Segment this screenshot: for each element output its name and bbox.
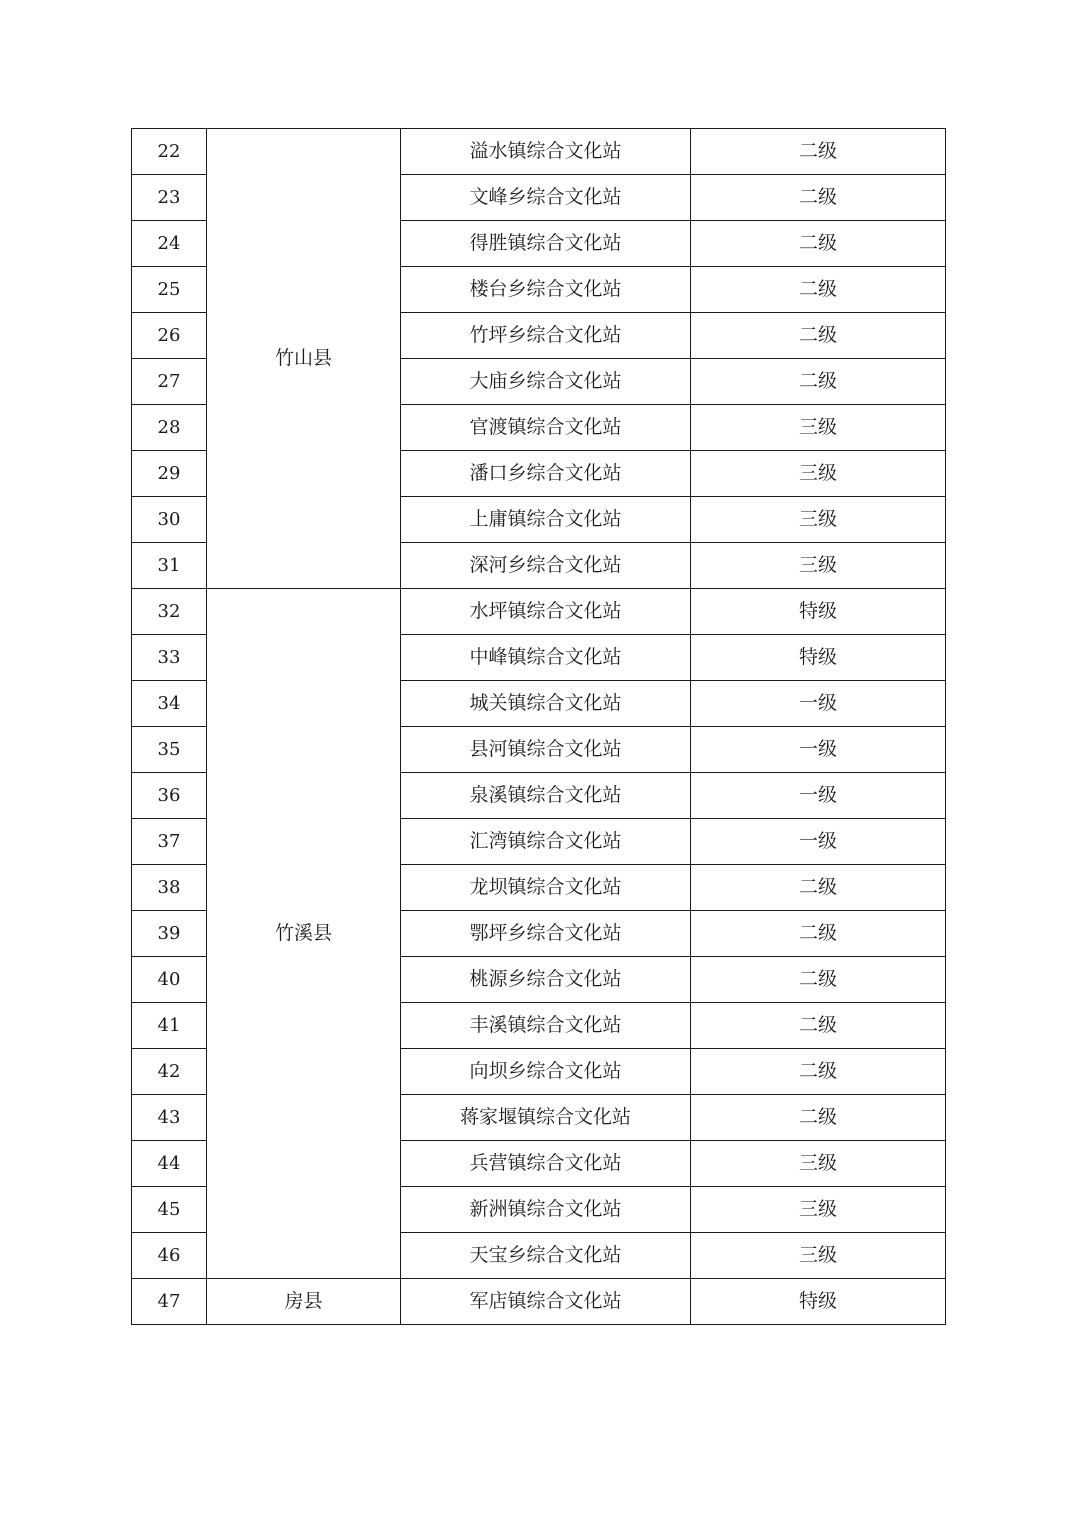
row-number-cell: 31 (132, 543, 207, 589)
level-cell: 二级 (691, 267, 946, 313)
row-number-cell: 26 (132, 313, 207, 359)
row-number-cell: 37 (132, 819, 207, 865)
row-number-cell: 43 (132, 1095, 207, 1141)
station-name-cell: 桃源乡综合文化站 (401, 957, 691, 1003)
station-name-cell: 潘口乡综合文化站 (401, 451, 691, 497)
row-number-cell: 25 (132, 267, 207, 313)
station-name-cell: 得胜镇综合文化站 (401, 221, 691, 267)
level-cell: 三级 (691, 1233, 946, 1279)
table-row (132, 1279, 946, 1325)
station-name-cell: 中峰镇综合文化站 (401, 635, 691, 681)
level-cell: 二级 (691, 129, 946, 175)
table-body (132, 129, 946, 1325)
row-number-cell: 22 (132, 129, 207, 175)
level-cell: 三级 (691, 451, 946, 497)
station-name-cell: 军店镇综合文化站 (401, 1279, 691, 1325)
station-name-cell: 溢水镇综合文化站 (401, 129, 691, 175)
station-name-cell: 泉溪镇综合文化站 (401, 773, 691, 819)
row-number-cell: 33 (132, 635, 207, 681)
station-name-cell: 官渡镇综合文化站 (401, 405, 691, 451)
row-number-cell: 45 (132, 1187, 207, 1233)
station-name-cell: 县河镇综合文化站 (401, 727, 691, 773)
county-cell: 竹山县 (207, 129, 401, 589)
row-number-cell: 39 (132, 911, 207, 957)
level-cell: 一级 (691, 819, 946, 865)
table-row (132, 589, 946, 635)
row-number-cell: 28 (132, 405, 207, 451)
station-name-cell: 龙坝镇综合文化站 (401, 865, 691, 911)
level-cell: 二级 (691, 957, 946, 1003)
station-name-cell: 上庸镇综合文化站 (401, 497, 691, 543)
level-cell: 三级 (691, 543, 946, 589)
level-cell: 二级 (691, 1049, 946, 1095)
station-table-container (131, 128, 946, 1325)
level-cell: 特级 (691, 589, 946, 635)
level-cell: 一级 (691, 681, 946, 727)
table-row (132, 129, 946, 175)
level-cell: 二级 (691, 1003, 946, 1049)
level-cell: 三级 (691, 405, 946, 451)
station-name-cell: 城关镇综合文化站 (401, 681, 691, 727)
level-cell: 一级 (691, 727, 946, 773)
level-cell: 二级 (691, 175, 946, 221)
county-cell: 竹溪县 (207, 589, 401, 1279)
row-number-cell: 46 (132, 1233, 207, 1279)
station-name-cell: 深河乡综合文化站 (401, 543, 691, 589)
row-number-cell: 30 (132, 497, 207, 543)
station-name-cell: 文峰乡综合文化站 (401, 175, 691, 221)
level-cell: 三级 (691, 497, 946, 543)
station-level-table (131, 128, 946, 1325)
level-cell: 二级 (691, 313, 946, 359)
row-number-cell: 35 (132, 727, 207, 773)
station-name-cell: 天宝乡综合文化站 (401, 1233, 691, 1279)
level-cell: 二级 (691, 911, 946, 957)
level-cell: 特级 (691, 1279, 946, 1325)
level-cell: 二级 (691, 221, 946, 267)
level-cell: 二级 (691, 359, 946, 405)
level-cell: 三级 (691, 1187, 946, 1233)
level-cell: 二级 (691, 1095, 946, 1141)
row-number-cell: 47 (132, 1279, 207, 1325)
station-name-cell: 新洲镇综合文化站 (401, 1187, 691, 1233)
station-name-cell: 丰溪镇综合文化站 (401, 1003, 691, 1049)
station-name-cell: 汇湾镇综合文化站 (401, 819, 691, 865)
row-number-cell: 34 (132, 681, 207, 727)
level-cell: 二级 (691, 865, 946, 911)
row-number-cell: 36 (132, 773, 207, 819)
station-name-cell: 向坝乡综合文化站 (401, 1049, 691, 1095)
station-name-cell: 蒋家堰镇综合文化站 (401, 1095, 691, 1141)
row-number-cell: 24 (132, 221, 207, 267)
station-name-cell: 大庙乡综合文化站 (401, 359, 691, 405)
row-number-cell: 41 (132, 1003, 207, 1049)
row-number-cell: 38 (132, 865, 207, 911)
row-number-cell: 44 (132, 1141, 207, 1187)
station-name-cell: 竹坪乡综合文化站 (401, 313, 691, 359)
level-cell: 三级 (691, 1141, 946, 1187)
row-number-cell: 27 (132, 359, 207, 405)
station-name-cell: 楼台乡综合文化站 (401, 267, 691, 313)
level-cell: 一级 (691, 773, 946, 819)
station-name-cell: 鄂坪乡综合文化站 (401, 911, 691, 957)
level-cell: 特级 (691, 635, 946, 681)
station-name-cell: 水坪镇综合文化站 (401, 589, 691, 635)
row-number-cell: 23 (132, 175, 207, 221)
row-number-cell: 42 (132, 1049, 207, 1095)
row-number-cell: 32 (132, 589, 207, 635)
row-number-cell: 29 (132, 451, 207, 497)
station-name-cell: 兵营镇综合文化站 (401, 1141, 691, 1187)
row-number-cell: 40 (132, 957, 207, 1003)
county-cell: 房县 (207, 1279, 401, 1325)
